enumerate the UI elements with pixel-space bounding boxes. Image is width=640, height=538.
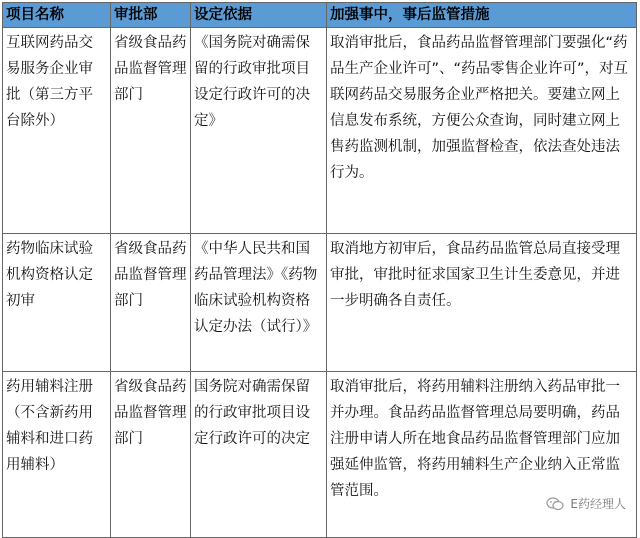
source-watermark [546,495,626,512]
header-approval-dept: 审批部 [111,3,191,28]
cell-approval-dept: 省级食品药品监督管理部门 [111,234,191,372]
cell-project-name: 药用辅料注册（不含新药用辅料和进口药用辅料） [3,372,111,538]
header-supervision-measures: 加强事中，事后监管措施 [327,3,637,28]
header-project-name: 项目名称 [3,3,111,28]
cell-legal-basis: 国务院对确需保留的行政审批项目设定行政许可的决定 [191,372,327,538]
cell-supervision-measures: 取消地方初审后，食品药品监管总局直接受理审批，审批时征求国家卫生计生委意见，并进一步明确各自责任。 [327,234,637,372]
table-row [3,28,637,234]
cell-project-name: 互联网药品交易服务企业审批（第三方平台除外） [3,28,111,234]
approval-reform-table [2,2,637,538]
table-row [3,234,637,372]
cell-approval-dept: 省级食品药品监督管理部门 [111,372,191,538]
header-legal-basis: 设定依据 [191,3,327,28]
cell-supervision-measures: 取消审批后，将药用辅料注册纳入药品审批一并办理。食品药品监督管理总局要明确，药品注册申请人所在地食品药品监督管理部门应加强延伸监管，将药用辅料生产企业纳入正常监管范围。 [327,372,637,538]
cell-project-name: 药物临床试验机构资格认定初审 [3,234,111,372]
table-header-row [3,3,637,28]
watermark-text: E药经理人 [570,497,626,511]
wechat-icon [546,497,564,511]
cell-legal-basis: 《中华人民共和国药品管理法》《药物临床试验机构资格认定办法（试行）》 [191,234,327,372]
table-row [3,372,637,538]
cell-supervision-measures: 取消审批后，食品药品监督管理部门要强化“药品生产企业许可”、“药品零售企业许可”，对互联网药品交易服务企业严格把关。要建立网上信息发布系统，方便公众查询，同时建立网上售药监测机制，加强监督检查，依法查处违法行为。 [327,28,637,234]
cell-legal-basis: 《国务院对确需保留的行政审批项目设定行政许可的决定》 [191,28,327,234]
cell-approval-dept: 省级食品药品监督管理部门 [111,28,191,234]
